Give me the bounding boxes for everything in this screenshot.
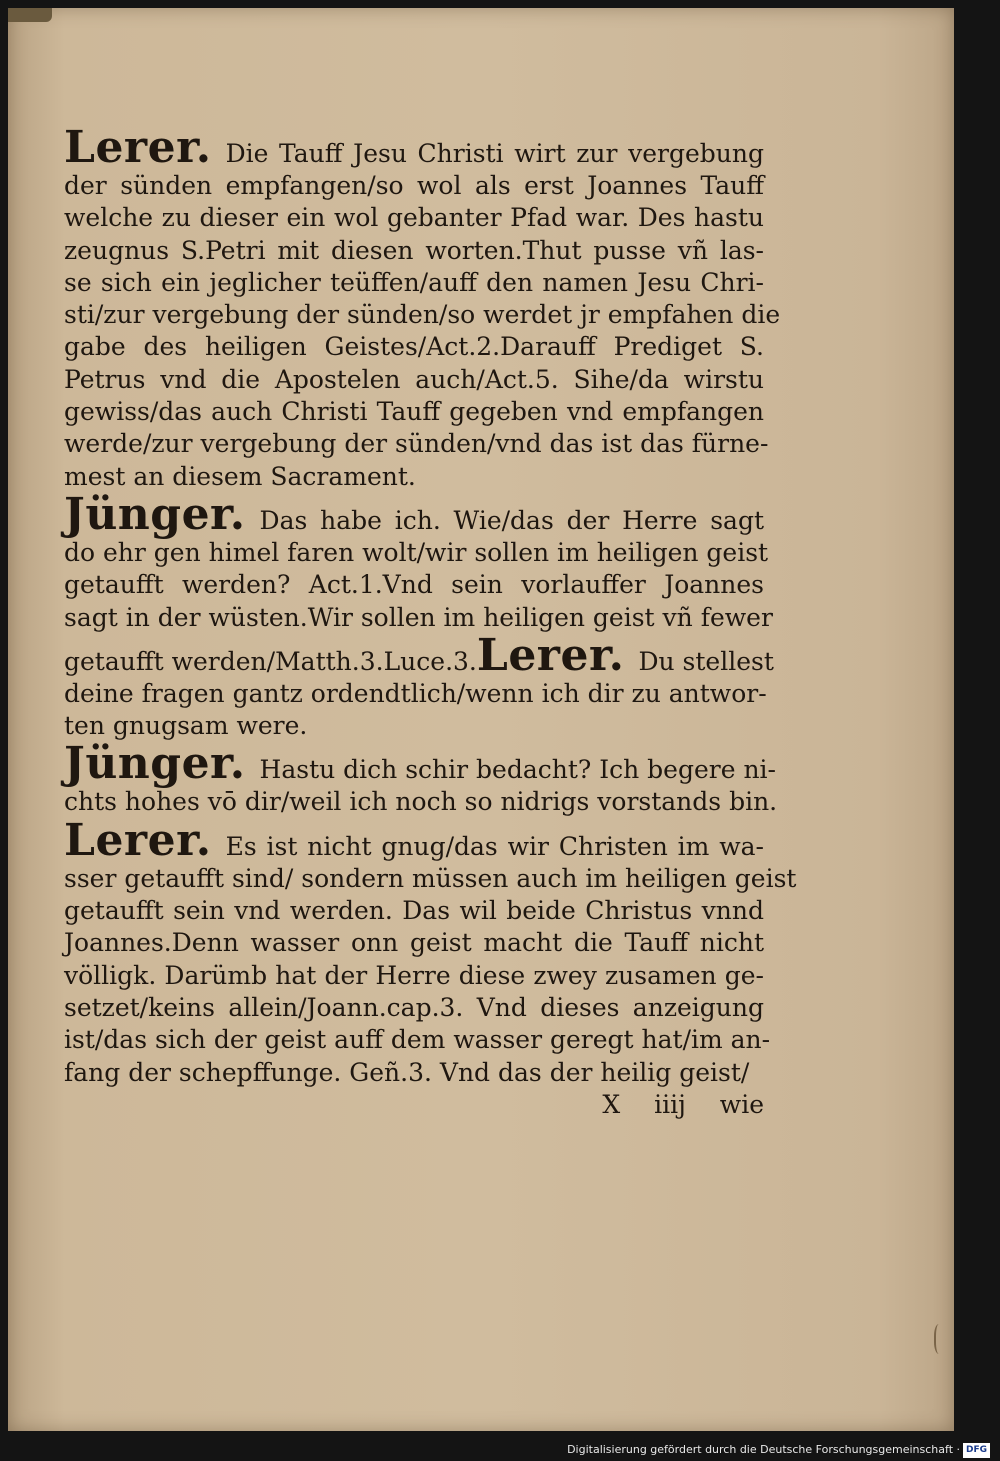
line-text: deine fragen gantz ordendtlich/wenn ich dir zu antwor- [64,678,767,708]
text-line [64,992,764,1024]
text-line [64,331,764,363]
line-text: gabe des heiligen Geistes/Act.2.Darauff Prediget S. [64,332,764,362]
line-text: zeugnus S.Petri mit diesen worten.Thut pusse vñ las- [64,235,764,265]
line-text: Du stellest [638,646,774,676]
line-text: setzet/keins allein/Joann.cap.3. Vnd dieses anzeigung [64,992,764,1022]
line-text: Petrus vnd die Apostelen auch/Act.5. Sihe/da wirstu [64,364,764,394]
line-text: Das habe ich. Wie/das der Herre sagt [259,505,764,535]
text-line [64,267,764,299]
speaker-label: Lerer. [476,629,625,681]
line-text: der sünden empfangen/so wol als erst Joannes Tauff [64,171,764,200]
footer-credit: Digitalisierung gefördert durch die Deutsche Forschungsgemeinschaft · [567,1443,960,1456]
speaker-label: Jünger. [64,488,246,540]
text-line [64,569,764,601]
text-line [64,364,764,396]
text-line [64,960,764,992]
line-text: sti/zur vergebung der sünden/so werdet jr empfahen die [64,300,781,330]
line-text: werde/zur vergebung der sünden/vnd das ist das fürne- [64,429,769,459]
line-text: Joannes.Denn wasser onn geist macht die Tauff nicht [64,928,764,958]
text-line [64,895,764,927]
line-text: völligk. Darümb hat der Herre diese zwey zusamen ge- [64,960,764,990]
text-line [64,428,769,460]
line-text: sser getaufft sind/ sondern müssen auch im heiligen geist [64,863,797,893]
text-line [64,738,776,790]
text-line [64,396,764,428]
line-text: Es ist nicht gnug/das wir Christen im wa- [225,831,764,861]
page-tab [8,8,52,22]
text-line [64,678,767,710]
line-text: Die Tauff Jesu Christi wirt zur vergebung [225,139,764,168]
text-line [64,1057,764,1089]
text-line [64,202,764,234]
line-text: se sich ein jeglicher teüffen/auff den namen Jesu Chri- [64,267,764,297]
text-line [64,235,764,267]
text-line [64,814,764,866]
line-text: sagt in der wüsten.Wir sollen im heiligen geist vñ fewer [64,602,773,632]
text-line [64,602,773,634]
signature-mark: X iiij wie [602,1089,764,1119]
line-text: mest an diesem Sacrament. [64,461,416,491]
text-line [64,170,764,202]
line-text: gewiss/das auch Christi Tauff gegeben vnd empfangen [64,397,764,427]
line-text: Hastu dich schir bedacht? Ich begere ni- [259,755,776,785]
text-line [64,863,797,895]
dfg-logo-icon: DFG [963,1443,990,1458]
text-line [64,537,769,569]
text-line [64,786,778,818]
line-text: do ehr gen himel faren wolt/wir sollen im heiligen geist [64,537,769,567]
text-line [64,122,764,173]
text-line [64,629,774,681]
line-text: chts hohes vō dir/weil ich noch so nidrigs vorstands bin. [64,787,778,817]
speaker-label: Lerer. [64,122,212,173]
line-text: ist/das sich der geist auff dem wasser geregt hat/im an- [64,1025,771,1055]
text-line [64,488,764,540]
margin-mark [934,1324,946,1354]
book-page [8,8,954,1431]
speaker-label: Lerer. [64,814,212,866]
text-line [64,927,764,959]
speaker-label: Jünger. [64,738,246,790]
line-text: fang der schepffunge. Geñ.3. Vnd das der heilig geist/ [64,1057,750,1087]
text-line [64,299,781,331]
text-line [64,1024,771,1056]
text-block [64,122,797,1121]
line-text: ten gnugsam were. [64,711,308,741]
line-text: welche zu dieser ein wol gebanter Pfad war. Des hastu [64,203,764,233]
line-text: getaufft werden? Act.1.Vnd sein vorlauffer Joannes [64,570,764,600]
line-text: getaufft werden/Matth.3.Luce.3. [64,646,477,676]
line-text: getaufft sein vnd werden. Das wil beide Christus vnnd [64,896,764,926]
